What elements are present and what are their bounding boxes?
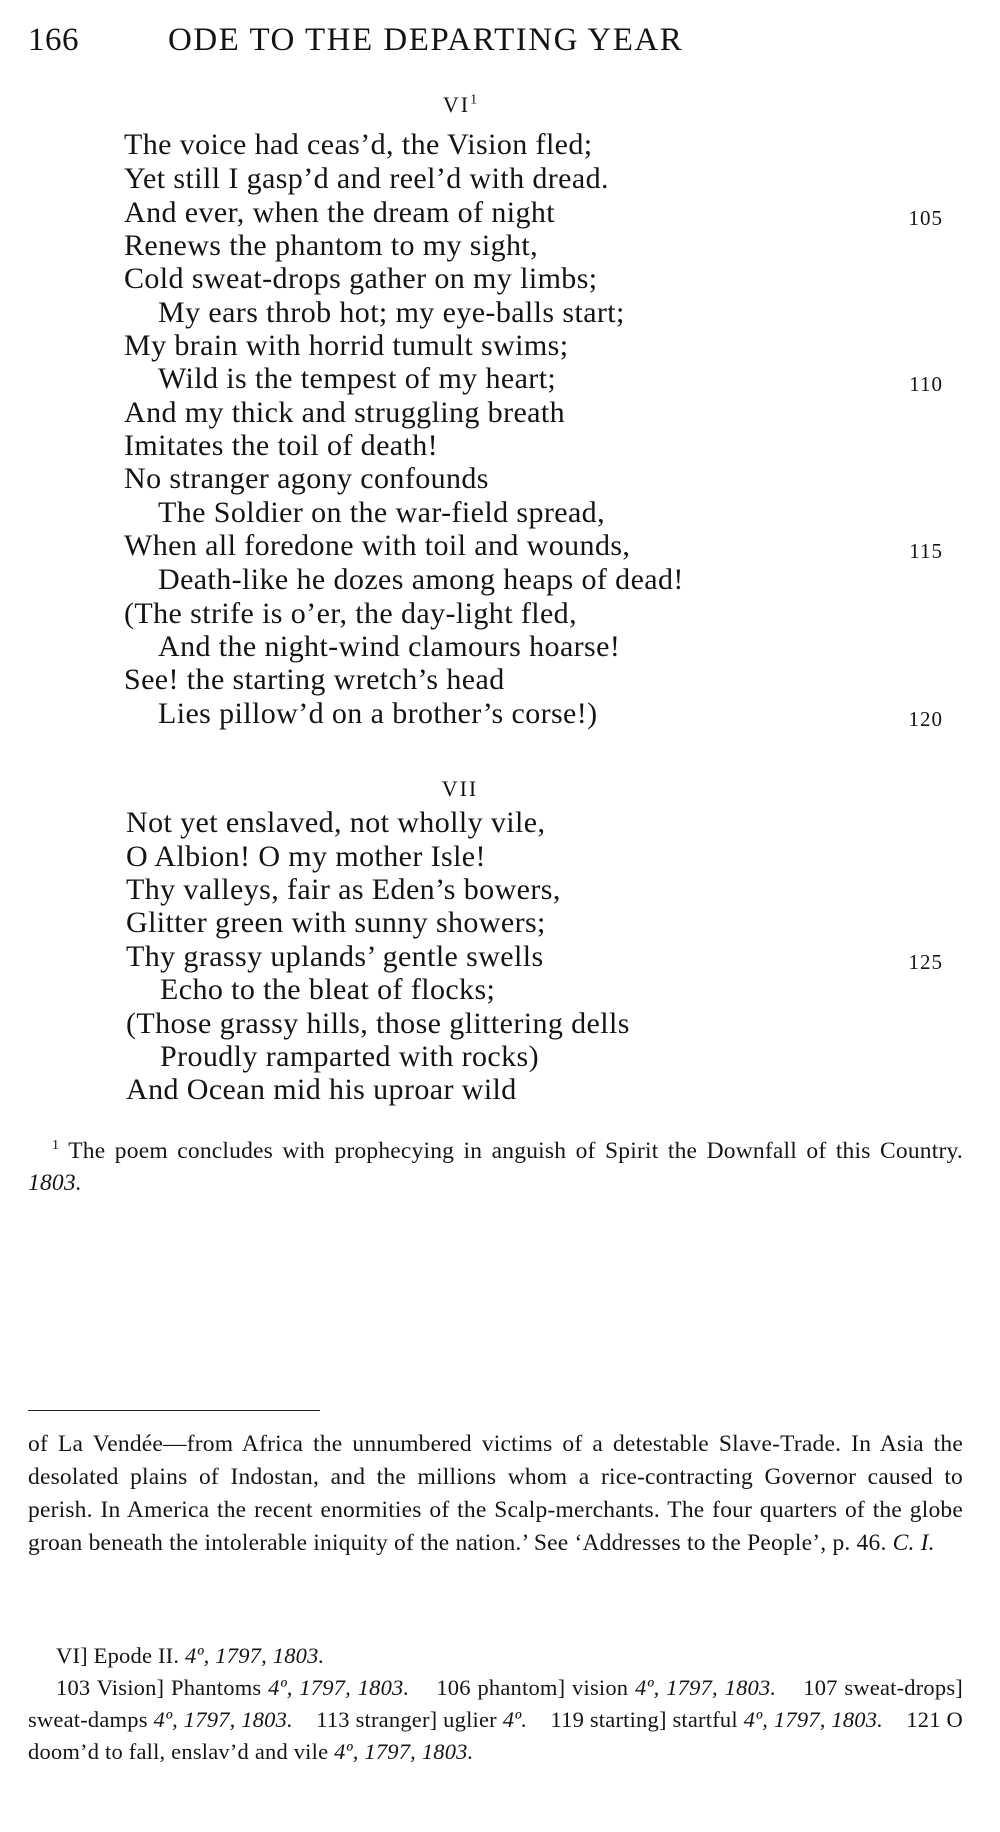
textual-variants	[28, 1640, 963, 1768]
footnote-marker: 1	[470, 92, 478, 108]
page-header	[28, 22, 960, 62]
verse-line: Proudly ramparted with rocks)	[160, 1040, 540, 1073]
verse-line: O Albion! O my mother Isle!	[126, 840, 486, 873]
verse-line: Lies pillow’d on a brother’s corse!)	[158, 697, 598, 730]
stanza-heading-vi: $VI^1$	[442, 92, 478, 117]
verse-line: And Ocean mid his uproar wild	[126, 1073, 517, 1106]
verse-line: Cold sweat-drops gather on my limbs;	[124, 262, 598, 295]
verse-line: My ears throb hot; my eye-balls start;	[158, 296, 625, 329]
continued-note-text: of La Vendée—from Africa the unnumbered victims of a detestable Slave-Trade. In Asia the desolated plains of Indostan, and the millions whom a rice-contracting Governor caused to perish. In America the recent enormities of the Scalp-merchants. The four quarters of the globe groan beneath the intolerable iniquity of the nation.’ See ‘Addresses to the People’, p. 46.	[28, 1431, 963, 1556]
verse-line: Glitter green with sunny showers;	[126, 906, 546, 939]
footnote-rule	[28, 1410, 320, 1411]
verse-line: The Soldier on the war-field spread,	[158, 496, 605, 529]
page-number: 166	[28, 22, 79, 58]
line-number: 105	[908, 206, 943, 230]
verse-line: The voice had ceas’d, the Vision fled;	[124, 128, 593, 161]
line-number: 120	[908, 707, 943, 731]
verse-line: Imitates the toil of death!	[124, 429, 439, 462]
footnote	[28, 1130, 963, 1199]
verse-line: (The strife is o’er, the day-light fled,	[124, 597, 577, 630]
footnote-marker: 1	[52, 1138, 60, 1153]
verse-line: Thy grassy uplands’ gentle swells	[126, 940, 544, 973]
verse-line: When all foredone with toil and wounds,	[124, 529, 631, 562]
verse-line: No stranger agony confounds	[124, 462, 489, 495]
variant-entry: 103 Vision] Phantoms 4º, 1797, 1803. 106 phantom] vision 4º, 1797, 1803. 107 sweat-drops] sweat-damps 4º, 1797, 1803. 113 stranger] uglier 4º. 119 starting] startful 4º, 1797, 1803. 121 O doom’d to fall, enslav’d and vile 4º, 1797, 1803.	[28, 1675, 963, 1764]
verse-line: Renews the phantom to my sight,	[124, 229, 539, 262]
line-number: 125	[908, 950, 943, 974]
verse-line: Yet still I gasp’d and reel’d with dread.	[124, 162, 609, 195]
verse-line: And ever, when the dream of night	[124, 196, 556, 229]
verse-line: And my thick and struggling breath	[124, 396, 566, 429]
stanza-heading-vii: VII	[441, 776, 479, 801]
running-title: ODE TO THE DEPARTING YEAR	[168, 22, 684, 58]
variant-entry: VI] Epode II. 4º, 1797, 1803.	[56, 1643, 325, 1668]
verse-line: Thy valleys, fair as Eden’s bowers,	[126, 873, 561, 906]
verse-line: Wild is the tempest of my heart;	[158, 362, 557, 395]
footnote-text: The poem concludes with prophecying in anguish of Spirit the Downfall of this Country.	[68, 1137, 963, 1164]
verse-line: Echo to the bleat of flocks;	[160, 973, 496, 1006]
verse-line: Death-like he dozes among heaps of dead!	[158, 563, 684, 596]
verse-line: (Those grassy hills, those glittering dells	[126, 1007, 630, 1040]
verse-line: My brain with horrid tumult swims;	[124, 329, 569, 362]
verse-line: And the night-wind clamours hoarse!	[158, 630, 621, 663]
continued-note	[28, 1428, 963, 1560]
verse-line: See! the starting wretch’s head	[124, 663, 505, 696]
line-number: 110	[909, 372, 943, 396]
note-initials: C. I.	[892, 1530, 935, 1556]
line-number: 115	[909, 539, 943, 563]
footnote-year: 1803.	[28, 1169, 82, 1196]
verse-line: Not yet enslaved, not wholly vile,	[126, 806, 546, 839]
